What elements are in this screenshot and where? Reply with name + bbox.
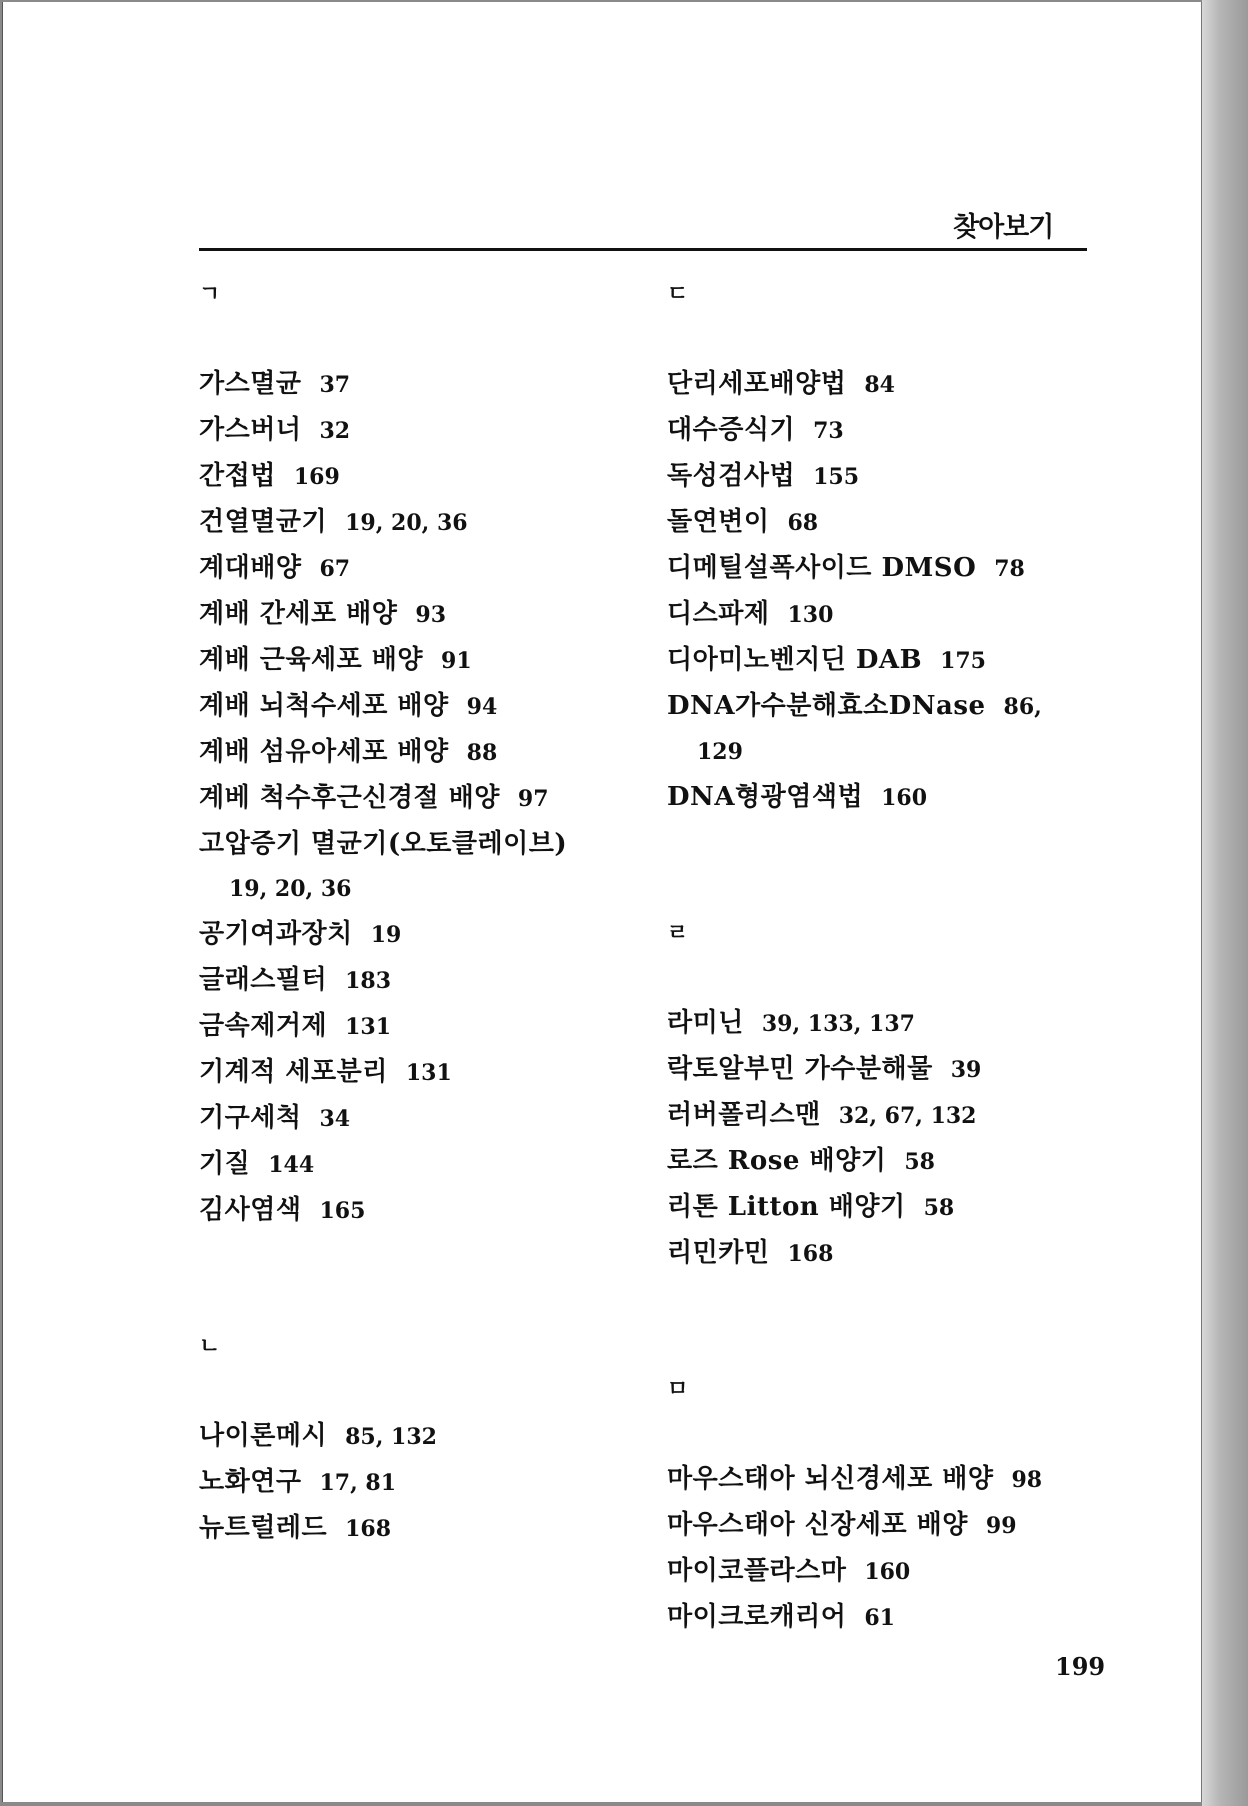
index-page-refs: 73 — [813, 418, 844, 444]
index-page-refs: 160 — [881, 785, 928, 811]
index-page-refs: 61 — [864, 1605, 895, 1631]
index-page-refs: 32 — [319, 418, 351, 444]
document-page — [2, 2, 1202, 1802]
index-entry — [199, 1506, 659, 1552]
index-term: 건열멸균기 — [199, 507, 328, 537]
section-spacer — [199, 317, 659, 362]
index-page-refs: 160 — [864, 1559, 911, 1585]
index-page-refs: 84 — [864, 372, 895, 398]
page-header-title: 찾아보기 — [953, 212, 1054, 243]
index-page-refs: 94 — [466, 694, 498, 720]
index-entry — [199, 408, 659, 454]
section-spacer — [199, 1279, 659, 1324]
index-section-letter: ㄹ — [667, 921, 689, 946]
index-entry — [667, 592, 1127, 638]
index-term: DNA가수분해효소DNase — [667, 691, 986, 721]
index-term: 기질 — [199, 1149, 251, 1179]
index-term: 계배 간세포 배양 — [199, 599, 398, 629]
index-entry — [667, 775, 1127, 821]
index-entry — [199, 454, 659, 500]
index-entry — [199, 500, 659, 546]
section-spacer — [667, 821, 1127, 866]
index-term: 마이크로캐리어 — [667, 1602, 847, 1632]
index-term: 독성검사법 — [667, 461, 796, 491]
page-edge-shadow — [1202, 0, 1248, 1806]
page-number: 199 — [1055, 1652, 1106, 1681]
index-page-refs: 131 — [345, 1014, 392, 1040]
index-page-refs: 17, 81 — [319, 1470, 397, 1496]
index-page-refs: 175 — [940, 648, 986, 674]
index-term: 김사염색 — [199, 1195, 302, 1225]
index-entry — [667, 1047, 1127, 1093]
index-page-refs: 67 — [319, 556, 351, 582]
index-term: 러버폴리스맨 — [667, 1100, 821, 1130]
section-spacer — [199, 1369, 659, 1414]
section-spacer — [667, 956, 1127, 1001]
index-entry — [667, 546, 1127, 592]
section-spacer — [199, 1234, 659, 1279]
index-term: 뉴트럴레드 — [199, 1513, 328, 1543]
index-page-refs: 155 — [813, 464, 860, 490]
index-term: 공기여과장치 — [199, 919, 353, 949]
index-column-right — [667, 272, 1127, 1641]
index-entry — [667, 1503, 1127, 1549]
index-entry — [667, 684, 1127, 730]
index-entry — [199, 546, 659, 592]
index-term: 디스파제 — [667, 599, 770, 629]
index-term: 디아미노벤지딘 DAB — [667, 645, 923, 675]
index-entry — [199, 1096, 659, 1142]
index-section-letter: ㄱ — [199, 282, 221, 307]
index-term: 단리세포배양법 — [667, 369, 847, 399]
index-page-refs: 144 — [268, 1152, 315, 1178]
index-term: 계베 척수후근신경절 배양 — [199, 783, 500, 813]
index-page-refs: 37 — [319, 372, 351, 398]
index-term: 마우스태아 신장세포 배양 — [667, 1510, 968, 1540]
index-term: 라미닌 — [667, 1008, 744, 1038]
index-term: 리톤 Litton 배양기 — [667, 1192, 906, 1222]
index-page-refs: 88 — [466, 740, 498, 766]
index-entry — [199, 1188, 659, 1234]
index-term: 나이론메시 — [199, 1421, 328, 1451]
index-term: 마이코플라스마 — [667, 1556, 847, 1586]
index-entry — [667, 638, 1127, 684]
index-page-refs-continued: 19, 20, 36 — [229, 876, 352, 902]
index-entry — [667, 1139, 1127, 1185]
index-page-refs: 93 — [415, 602, 447, 628]
index-entry — [667, 1595, 1127, 1641]
index-entry — [199, 1050, 659, 1096]
index-entry — [199, 1460, 659, 1506]
index-term: 가스버너 — [199, 415, 302, 445]
index-page-refs: 99 — [985, 1513, 1017, 1539]
index-term: 로즈 Rose 배양기 — [667, 1146, 887, 1176]
index-term: 금속제거제 — [199, 1011, 328, 1041]
index-page-refs: 58 — [923, 1195, 955, 1221]
index-column-left — [199, 272, 659, 1552]
index-entry — [667, 362, 1127, 408]
index-term: 락토알부민 가수분해물 — [667, 1054, 933, 1084]
index-entry — [667, 1001, 1127, 1047]
index-entry — [667, 454, 1127, 500]
index-page-refs: 34 — [319, 1106, 351, 1132]
index-page-refs: 168 — [345, 1516, 392, 1542]
index-section-letter: ㅁ — [667, 1377, 689, 1402]
section-spacer — [667, 1277, 1127, 1322]
index-entry — [199, 638, 659, 684]
index-entry — [199, 958, 659, 1004]
index-term: 마우스태아 뇌신경세포 배양 — [667, 1464, 994, 1494]
index-term: 계대배양 — [199, 553, 302, 583]
section-spacer — [667, 1412, 1127, 1457]
index-entry — [199, 730, 659, 776]
index-page-refs-continued: 129 — [697, 739, 743, 765]
index-page-refs: 19 — [370, 922, 402, 948]
index-term: 고압증기 멸균기(오토클레이브) — [199, 829, 568, 859]
index-page-refs: 183 — [345, 968, 392, 994]
section-spacer — [667, 866, 1127, 911]
index-page-refs: 58 — [904, 1149, 935, 1175]
index-entry — [199, 912, 659, 958]
index-entry — [667, 1549, 1127, 1595]
index-page-refs: 19, 20, 36 — [345, 510, 468, 536]
index-entry — [667, 500, 1127, 546]
index-entry — [199, 1414, 659, 1460]
index-term: 기계적 세포분리 — [199, 1057, 388, 1087]
index-entry — [667, 1093, 1127, 1139]
index-term: 리민카민 — [667, 1238, 770, 1268]
index-page-refs: 131 — [405, 1060, 452, 1086]
index-entry — [199, 1004, 659, 1050]
index-entry — [667, 1231, 1127, 1277]
index-page-refs: 130 — [787, 602, 834, 628]
index-entry — [199, 362, 659, 408]
index-term: 글래스필터 — [199, 965, 328, 995]
index-entry — [667, 408, 1127, 454]
index-term: 디메틸설폭사이드 DMSO — [667, 553, 977, 583]
index-term: 노화연구 — [199, 1467, 302, 1497]
index-entry — [199, 822, 659, 867]
header-rule — [199, 248, 1087, 251]
index-page-refs: 85, 132 — [345, 1424, 437, 1450]
index-page-refs: 32, 67, 132 — [838, 1103, 977, 1129]
index-term: 계배 뇌척수세포 배양 — [199, 691, 449, 721]
index-page-refs: 78 — [994, 556, 1025, 582]
index-section-letter: ㄷ — [667, 282, 689, 307]
index-page-refs: 91 — [441, 648, 472, 674]
index-page-refs: 169 — [293, 464, 340, 490]
index-page-refs: 165 — [319, 1198, 366, 1224]
index-term: 간접법 — [199, 461, 276, 491]
index-page-refs: 168 — [787, 1241, 834, 1267]
index-term: 계배 섬유아세포 배양 — [199, 737, 449, 767]
index-page-refs: 39 — [950, 1057, 982, 1083]
index-section-letter: ㄴ — [199, 1334, 221, 1359]
index-term: DNA형광염색법 — [667, 782, 864, 812]
index-entry — [199, 592, 659, 638]
index-page-refs: 86, — [1003, 694, 1042, 720]
index-page-refs: 39, 133, 137 — [761, 1011, 915, 1037]
index-page-refs: 98 — [1011, 1467, 1043, 1493]
section-spacer — [667, 317, 1127, 362]
index-entry — [199, 684, 659, 730]
index-entry — [199, 776, 659, 822]
index-term: 가스멸균 — [199, 369, 302, 399]
index-entry — [199, 1142, 659, 1188]
section-spacer — [667, 1322, 1127, 1367]
index-page-refs: 97 — [517, 786, 549, 812]
index-term: 계배 근육세포 배양 — [199, 645, 424, 675]
index-term: 기구세척 — [199, 1103, 302, 1133]
index-entry — [667, 1457, 1127, 1503]
index-page-refs: 68 — [787, 510, 819, 536]
index-term: 돌연변이 — [667, 507, 770, 537]
index-entry — [667, 1185, 1127, 1231]
index-term: 대수증식기 — [667, 415, 796, 445]
